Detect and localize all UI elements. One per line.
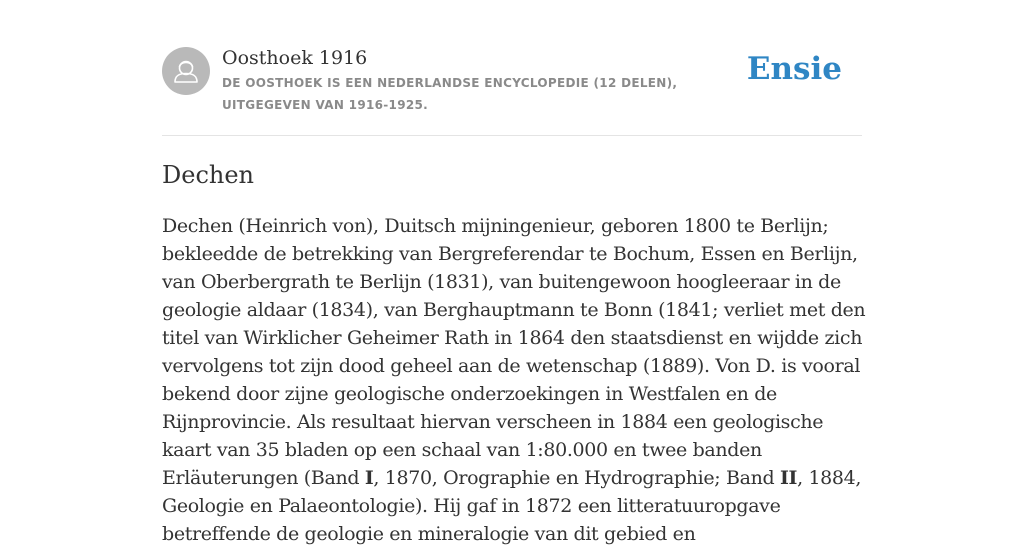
ensie-logo[interactable]: Ensie xyxy=(746,51,842,87)
source-header xyxy=(162,46,862,116)
band-number-1: I xyxy=(364,467,374,489)
source-name[interactable]: Oosthoek 1916 xyxy=(222,47,368,69)
body-text-part-3: , 1884, Geologie en Palaeontologie). Hij gaf in 1872 een litteratuuropgave betreffende de geologie en mineralogie van dit gebied en xyxy=(162,467,862,545)
article-title: Dechen xyxy=(162,161,255,189)
source-description: DE OOSTHOEK IS EEN NEDERLANDSE ENCYCLOPEDIE (12 DELEN), UITGEGEVEN VAN 1916-1925. xyxy=(222,76,678,112)
body-text-part-2: , 1870, Orographie en Hydrographie; Band xyxy=(373,467,780,489)
band-number-2: II xyxy=(779,467,798,489)
article-body xyxy=(162,212,867,548)
body-text-part-1: Dechen (Heinrich von), Duitsch mijningenieur, geboren 1800 te Berlijn; bekleedde de betrekking van Bergreferendar te Bochum, Essen en Berlijn, van Oberbergrath te Berlijn (1831), van buitengewoon hoogleeraar in de geologie aldaar (1834), van Berghauptmann te Bonn (1841; verliet met den titel van Wirklicher Geheimer Rath in 1864 den staatsdienst en wijdde zich vervolgens tot zijn dood geheel aan de wetenschap (1889). Von D. is vooral bekend door zijne geologische onderzoekingen in Westfalen en de Rijnprovincie. Als resultaat hiervan verscheen in 1884 een geologische kaart van 35 bladen op een schaal van 1:80.000 en twee banden Erläuterungen (Band xyxy=(162,215,866,489)
user-icon[interactable] xyxy=(162,47,210,95)
divider xyxy=(162,135,862,136)
